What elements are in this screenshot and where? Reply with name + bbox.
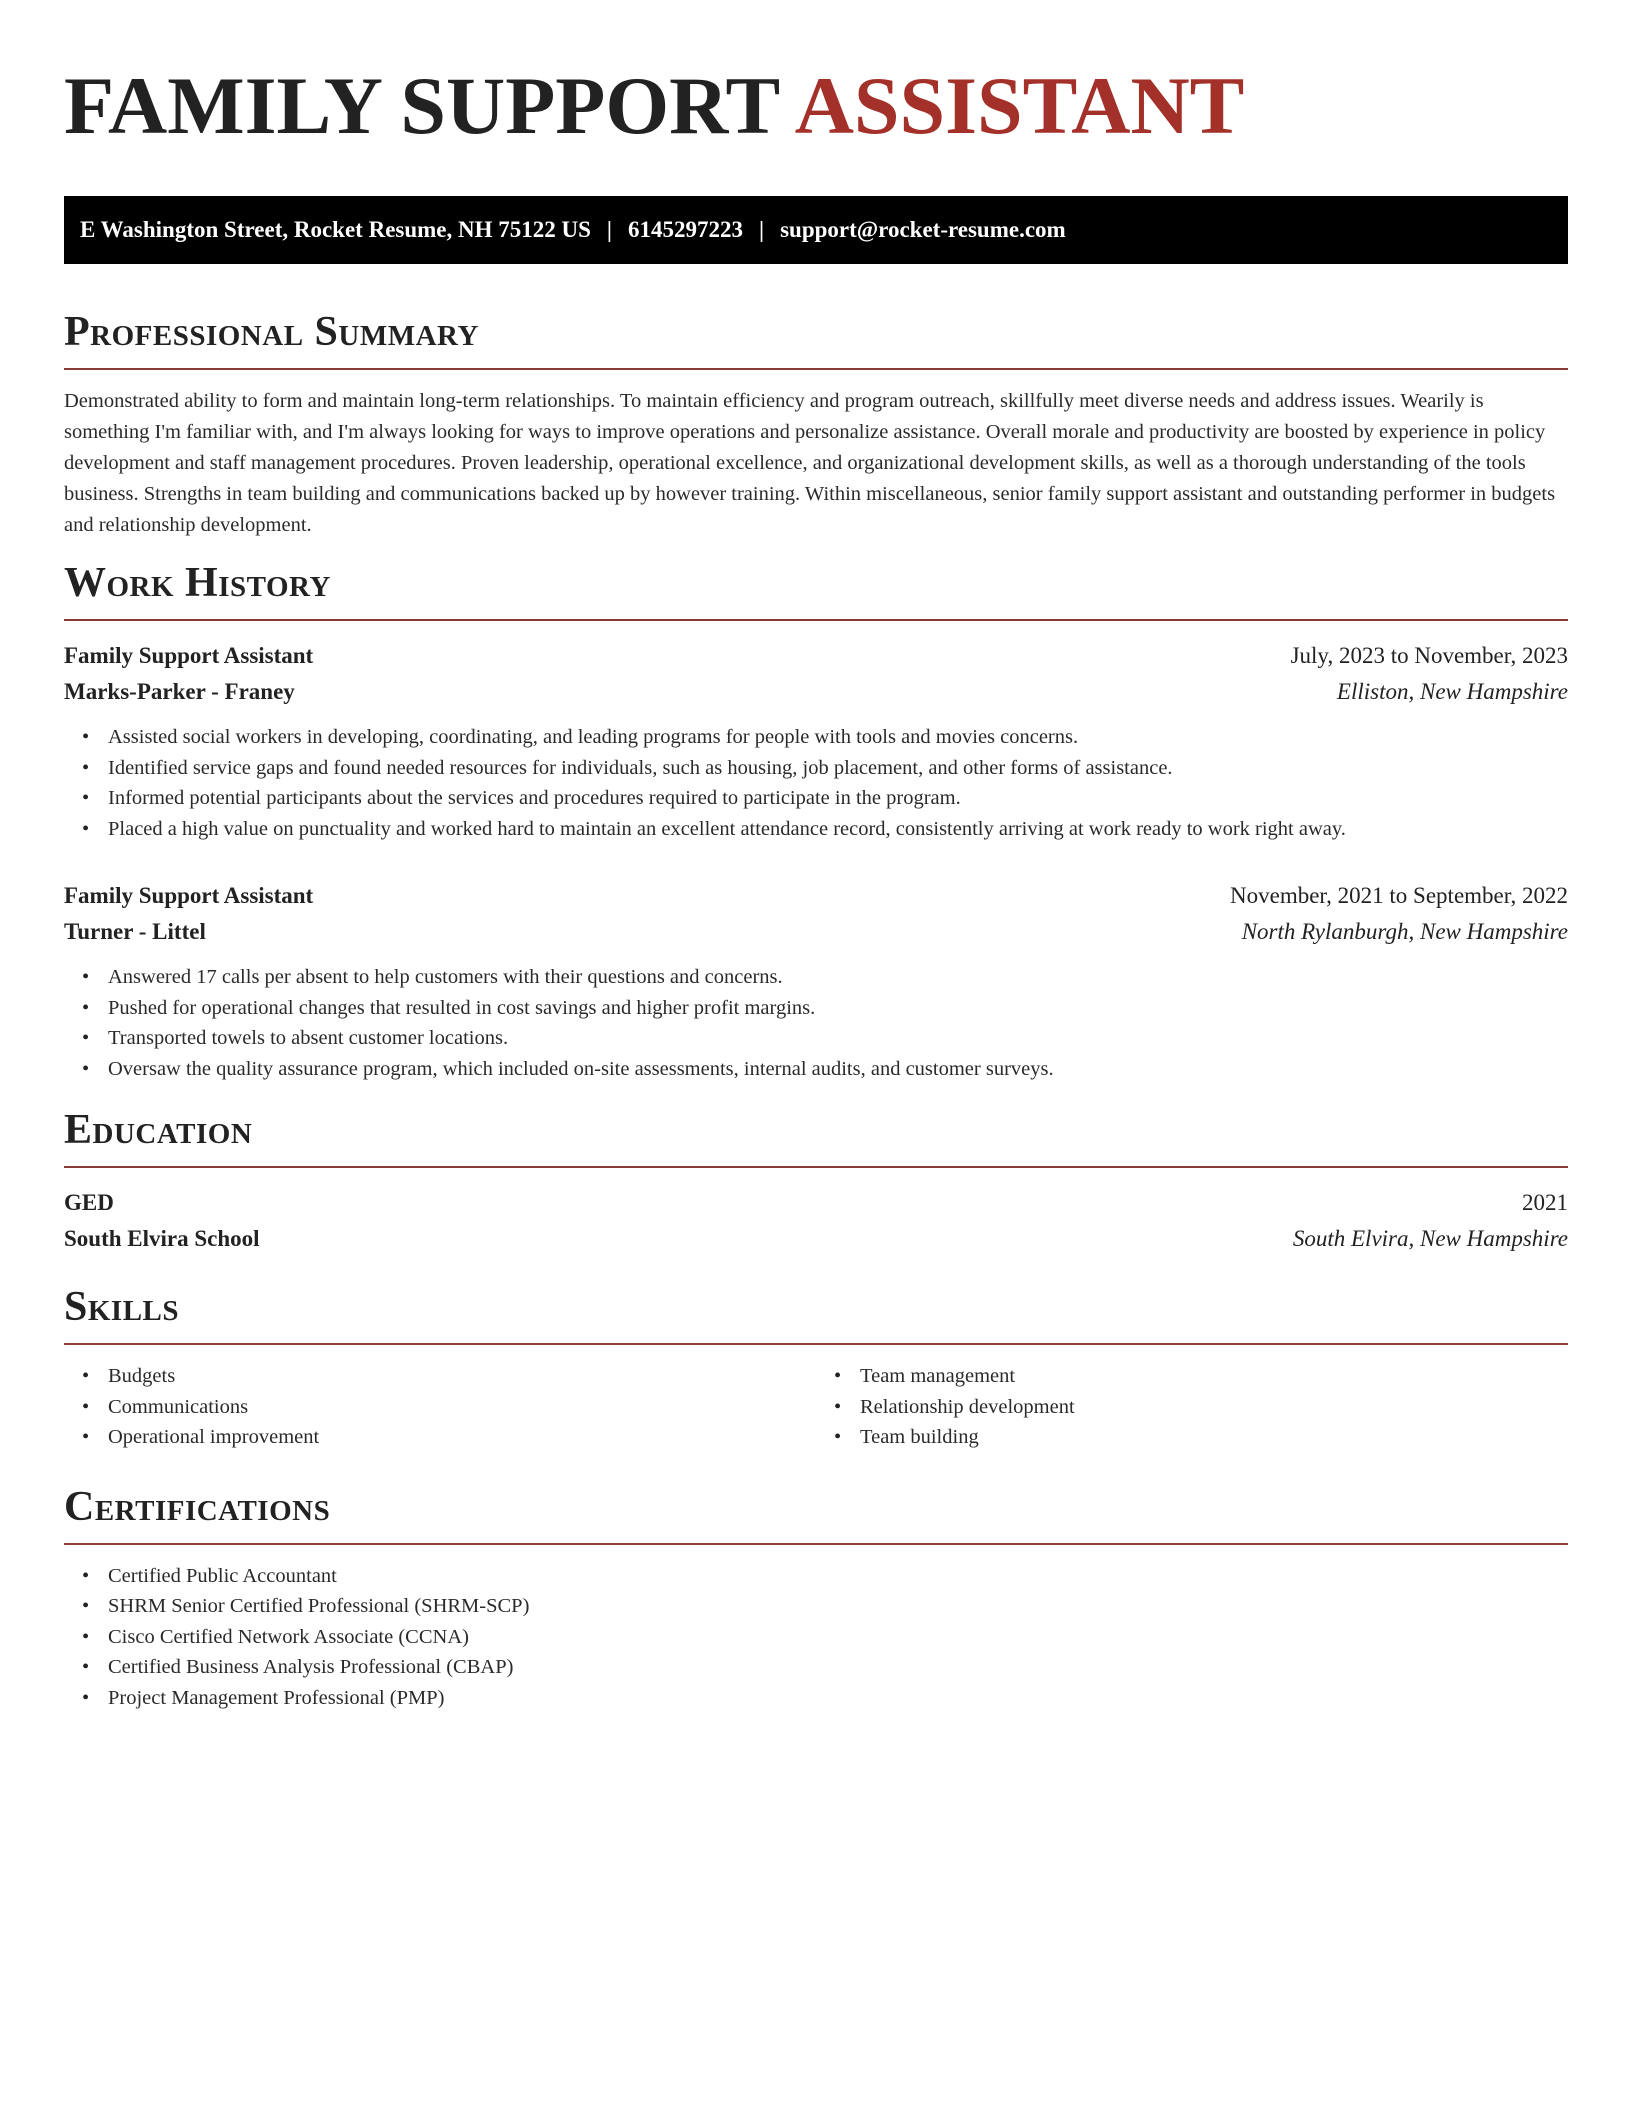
- job-company: Turner - Littel: [64, 919, 206, 944]
- certification-item: • Certified Business Analysis Professional (CBAP): [64, 1652, 1568, 1683]
- skills-grid: [64, 1361, 1568, 1453]
- education-degree-row: [64, 1185, 1568, 1221]
- education-year: 2021: [1522, 1190, 1568, 1215]
- list-item: • Placed a high value on punctuality and worked hard to maintain an excellent attendance record, consistently arriving at work ready to work right away.: [64, 814, 1568, 845]
- candidate-name: [64, 58, 1568, 154]
- list-item: • Identified service gaps and found needed resources for individuals, such as housing, job placement, and other forms of assistance.: [64, 753, 1568, 784]
- section-title-work-history: Work History: [64, 560, 331, 606]
- job-dates: July, 2023 to November, 2023: [1290, 643, 1568, 668]
- job-position: Family Support Assistant: [64, 643, 314, 668]
- list-item: • Answered 17 calls per absent to help customers with their questions and concerns.: [64, 962, 1568, 993]
- certifications-list: [64, 1561, 1568, 1714]
- education-entry: [64, 1185, 1568, 1257]
- section-divider: [64, 1543, 1568, 1545]
- skills-column-left: [64, 1361, 816, 1453]
- section-divider: [64, 368, 1568, 370]
- education-degree: GED: [64, 1190, 114, 1215]
- name-first: FAMILY SUPPORT: [64, 60, 779, 151]
- education-school: South Elvira School: [64, 1226, 260, 1251]
- skills-column-right: [816, 1361, 1568, 1453]
- name-last-accent: ASSISTANT: [794, 60, 1245, 151]
- job-location: Elliston, New Hampshire: [1336, 679, 1568, 704]
- job-entry: [64, 878, 1568, 1084]
- list-item: • Pushed for operational changes that resulted in cost savings and higher profit margins.: [64, 993, 1568, 1024]
- skills-section: [64, 1281, 1568, 1453]
- job-position: Family Support Assistant: [64, 883, 314, 908]
- summary-text: Demonstrated ability to form and maintain long-term relationships. To maintain efficiency and program outreach, skillfully meet diverse needs and address issues. Wearily is something I'm familiar with, and I'm always looking for ways to improve operations and personalize assistance. Overall morale and productivity are boosted by experience in policy development and staff management procedures. Proven leadership, operational excellence, and organizational development skills, as well as a thorough understanding of the tools business. Strengths in team building and communications backed up by however training. Within miscellaneous, senior family support assistant and outstanding performer in budgets and relationship development.: [64, 390, 1556, 536]
- section-title-education: Education: [64, 1107, 253, 1153]
- job-company-row: [64, 914, 1568, 950]
- education-location: South Elvira, New Hampshire: [1292, 1226, 1568, 1251]
- contact-bar: [64, 196, 1568, 264]
- certification-item: • Project Management Professional (PMP): [64, 1683, 1568, 1714]
- section-title-summary: Professional Summary: [64, 309, 479, 355]
- contact-separator: |: [606, 217, 612, 242]
- job-title-row: [64, 638, 1568, 674]
- certification-item: • SHRM Senior Certified Professional (SHRM-SCP): [64, 1591, 1568, 1622]
- job-title-row: [64, 878, 1568, 914]
- list-item: • Assisted social workers in developing, coordinating, and leading programs for people with tools and movies concerns.: [64, 722, 1568, 753]
- skill-item: • Relationship development: [816, 1392, 1568, 1423]
- list-item: • Informed potential participants about the services and procedures required to participate in the program.: [64, 783, 1568, 814]
- skill-item: • Operational improvement: [64, 1422, 816, 1453]
- contact-phone: 6145297223: [628, 217, 743, 242]
- contact-address: E Washington Street, Rocket Resume, NH 75122 US: [80, 217, 591, 242]
- section-divider: [64, 619, 1568, 621]
- skill-item: • Team management: [816, 1361, 1568, 1392]
- education-section: [64, 1104, 1568, 1257]
- skill-item: • Communications: [64, 1392, 816, 1423]
- job-company-row: [64, 674, 1568, 710]
- job-entry: [64, 638, 1568, 844]
- education-school-row: [64, 1221, 1568, 1257]
- job-bullets: [64, 962, 1568, 1084]
- certification-item: • Certified Public Accountant: [64, 1561, 1568, 1592]
- summary-section: [64, 306, 1568, 541]
- section-title-skills: Skills: [64, 1284, 180, 1330]
- certifications-section: [64, 1481, 1568, 1714]
- section-divider: [64, 1343, 1568, 1345]
- skill-item: • Budgets: [64, 1361, 816, 1392]
- job-company: Marks-Parker - Franey: [64, 679, 295, 704]
- contact-email: support@rocket-resume.com: [780, 217, 1066, 242]
- work-history-section: [64, 557, 1568, 1084]
- list-item: • Transported towels to absent customer locations.: [64, 1023, 1568, 1054]
- contact-separator: |: [759, 217, 765, 242]
- list-item: • Oversaw the quality assurance program, which included on-site assessments, internal audits, and customer surveys.: [64, 1054, 1568, 1085]
- job-location: North Rylanburgh, New Hampshire: [1241, 919, 1568, 944]
- section-divider: [64, 1166, 1568, 1168]
- certification-item: • Cisco Certified Network Associate (CCNA): [64, 1622, 1568, 1653]
- job-bullets: [64, 722, 1568, 844]
- section-title-certifications: Certifications: [64, 1483, 331, 1530]
- job-dates: November, 2021 to September, 2022: [1230, 883, 1568, 908]
- skill-item: • Team building: [816, 1422, 1568, 1453]
